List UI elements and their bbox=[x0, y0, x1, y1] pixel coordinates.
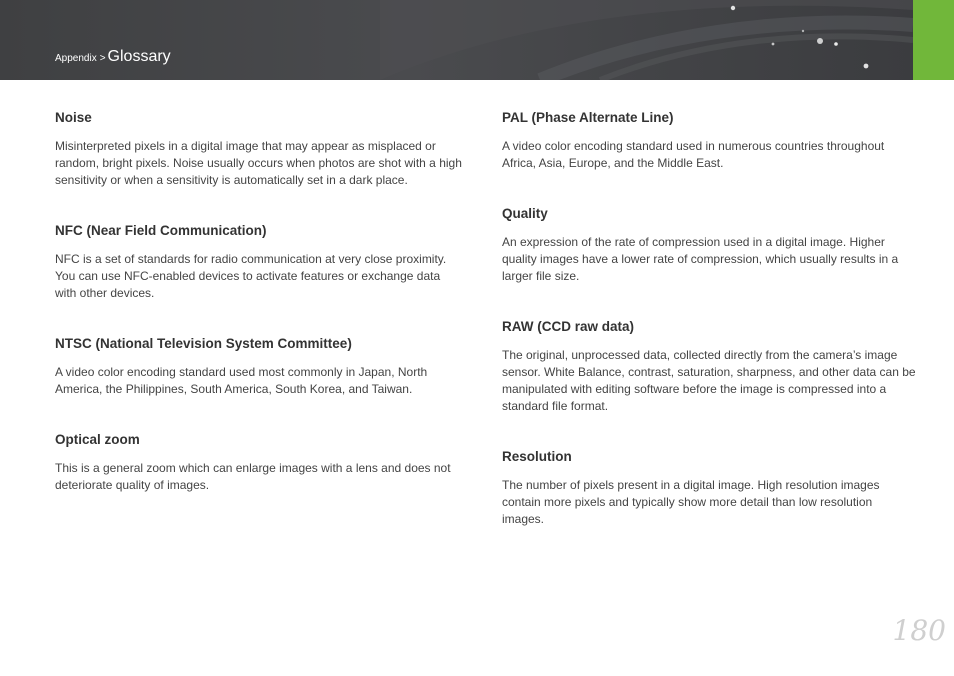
header-swoosh-decoration bbox=[0, 0, 913, 80]
page-number: 180 bbox=[892, 614, 946, 647]
glossary-definition: Misinterpreted pixels in a digital image that may appear as misplaced or random, bright pixels. Noise usually occurs when photos are shot with a high sensitivity or when a sensitivity is automatically set in a dark place. bbox=[55, 139, 462, 187]
header-banner bbox=[0, 0, 913, 80]
glossary-entry-optical-zoom bbox=[55, 431, 463, 494]
header-accent-bar bbox=[913, 0, 954, 80]
glossary-definition: A video color encoding standard used most commonly in Japan, North America, the Philippines, South America, South Korea, and Taiwan. bbox=[55, 365, 428, 396]
glossary-term: NFC (Near Field Communication) bbox=[55, 223, 267, 238]
glossary-term: Optical zoom bbox=[55, 432, 140, 447]
glossary-column-right bbox=[502, 109, 917, 561]
glossary-definition: The original, unprocessed data, collected directly from the camera’s image sensor. White Balance, contrast, saturation, sharpness, and other data can be manipulated with editing software before the image is compressed into a standard file format. bbox=[502, 348, 916, 413]
glossary-term: Quality bbox=[502, 206, 548, 221]
breadcrumb-separator: > bbox=[99, 53, 106, 64]
glossary-definition: An expression of the rate of compression used in a digital image. Higher quality images have a lower rate of compression, which usually results in a larger file size. bbox=[502, 235, 899, 283]
glossary-term: Resolution bbox=[502, 449, 572, 464]
page-title: Glossary bbox=[107, 48, 171, 65]
glossary-entry-noise bbox=[55, 109, 463, 189]
glossary-term: PAL (Phase Alternate Line) bbox=[502, 110, 674, 125]
breadcrumb-parent: Appendix bbox=[55, 53, 97, 64]
breadcrumb bbox=[55, 48, 171, 66]
glossary-entry-quality bbox=[502, 205, 917, 285]
glossary-term: NTSC (National Television System Committee) bbox=[55, 336, 352, 351]
glossary-entry-ntsc bbox=[55, 335, 463, 398]
glossary-definition: A video color encoding standard used in numerous countries throughout Africa, Asia, Europe, and the Middle East. bbox=[502, 139, 885, 170]
glossary-term: RAW (CCD raw data) bbox=[502, 319, 635, 334]
glossary-entry-pal bbox=[502, 109, 917, 172]
glossary-entry-raw bbox=[502, 318, 917, 415]
glossary-term: Noise bbox=[55, 110, 92, 125]
glossary-entry-resolution bbox=[502, 448, 917, 528]
glossary-definition: The number of pixels present in a digital image. High resolution images contain more pixels and typically show more detail than low resolution images. bbox=[502, 478, 880, 526]
glossary-definition: NFC is a set of standards for radio communication at very close proximity. You can use NFC-enabled devices to activate features or exchange data with other devices. bbox=[55, 252, 447, 300]
glossary-definition: This is a general zoom which can enlarge images with a lens and does not deteriorate quality of images. bbox=[55, 461, 451, 492]
glossary-entry-nfc bbox=[55, 222, 463, 302]
glossary-column-left bbox=[55, 109, 463, 527]
